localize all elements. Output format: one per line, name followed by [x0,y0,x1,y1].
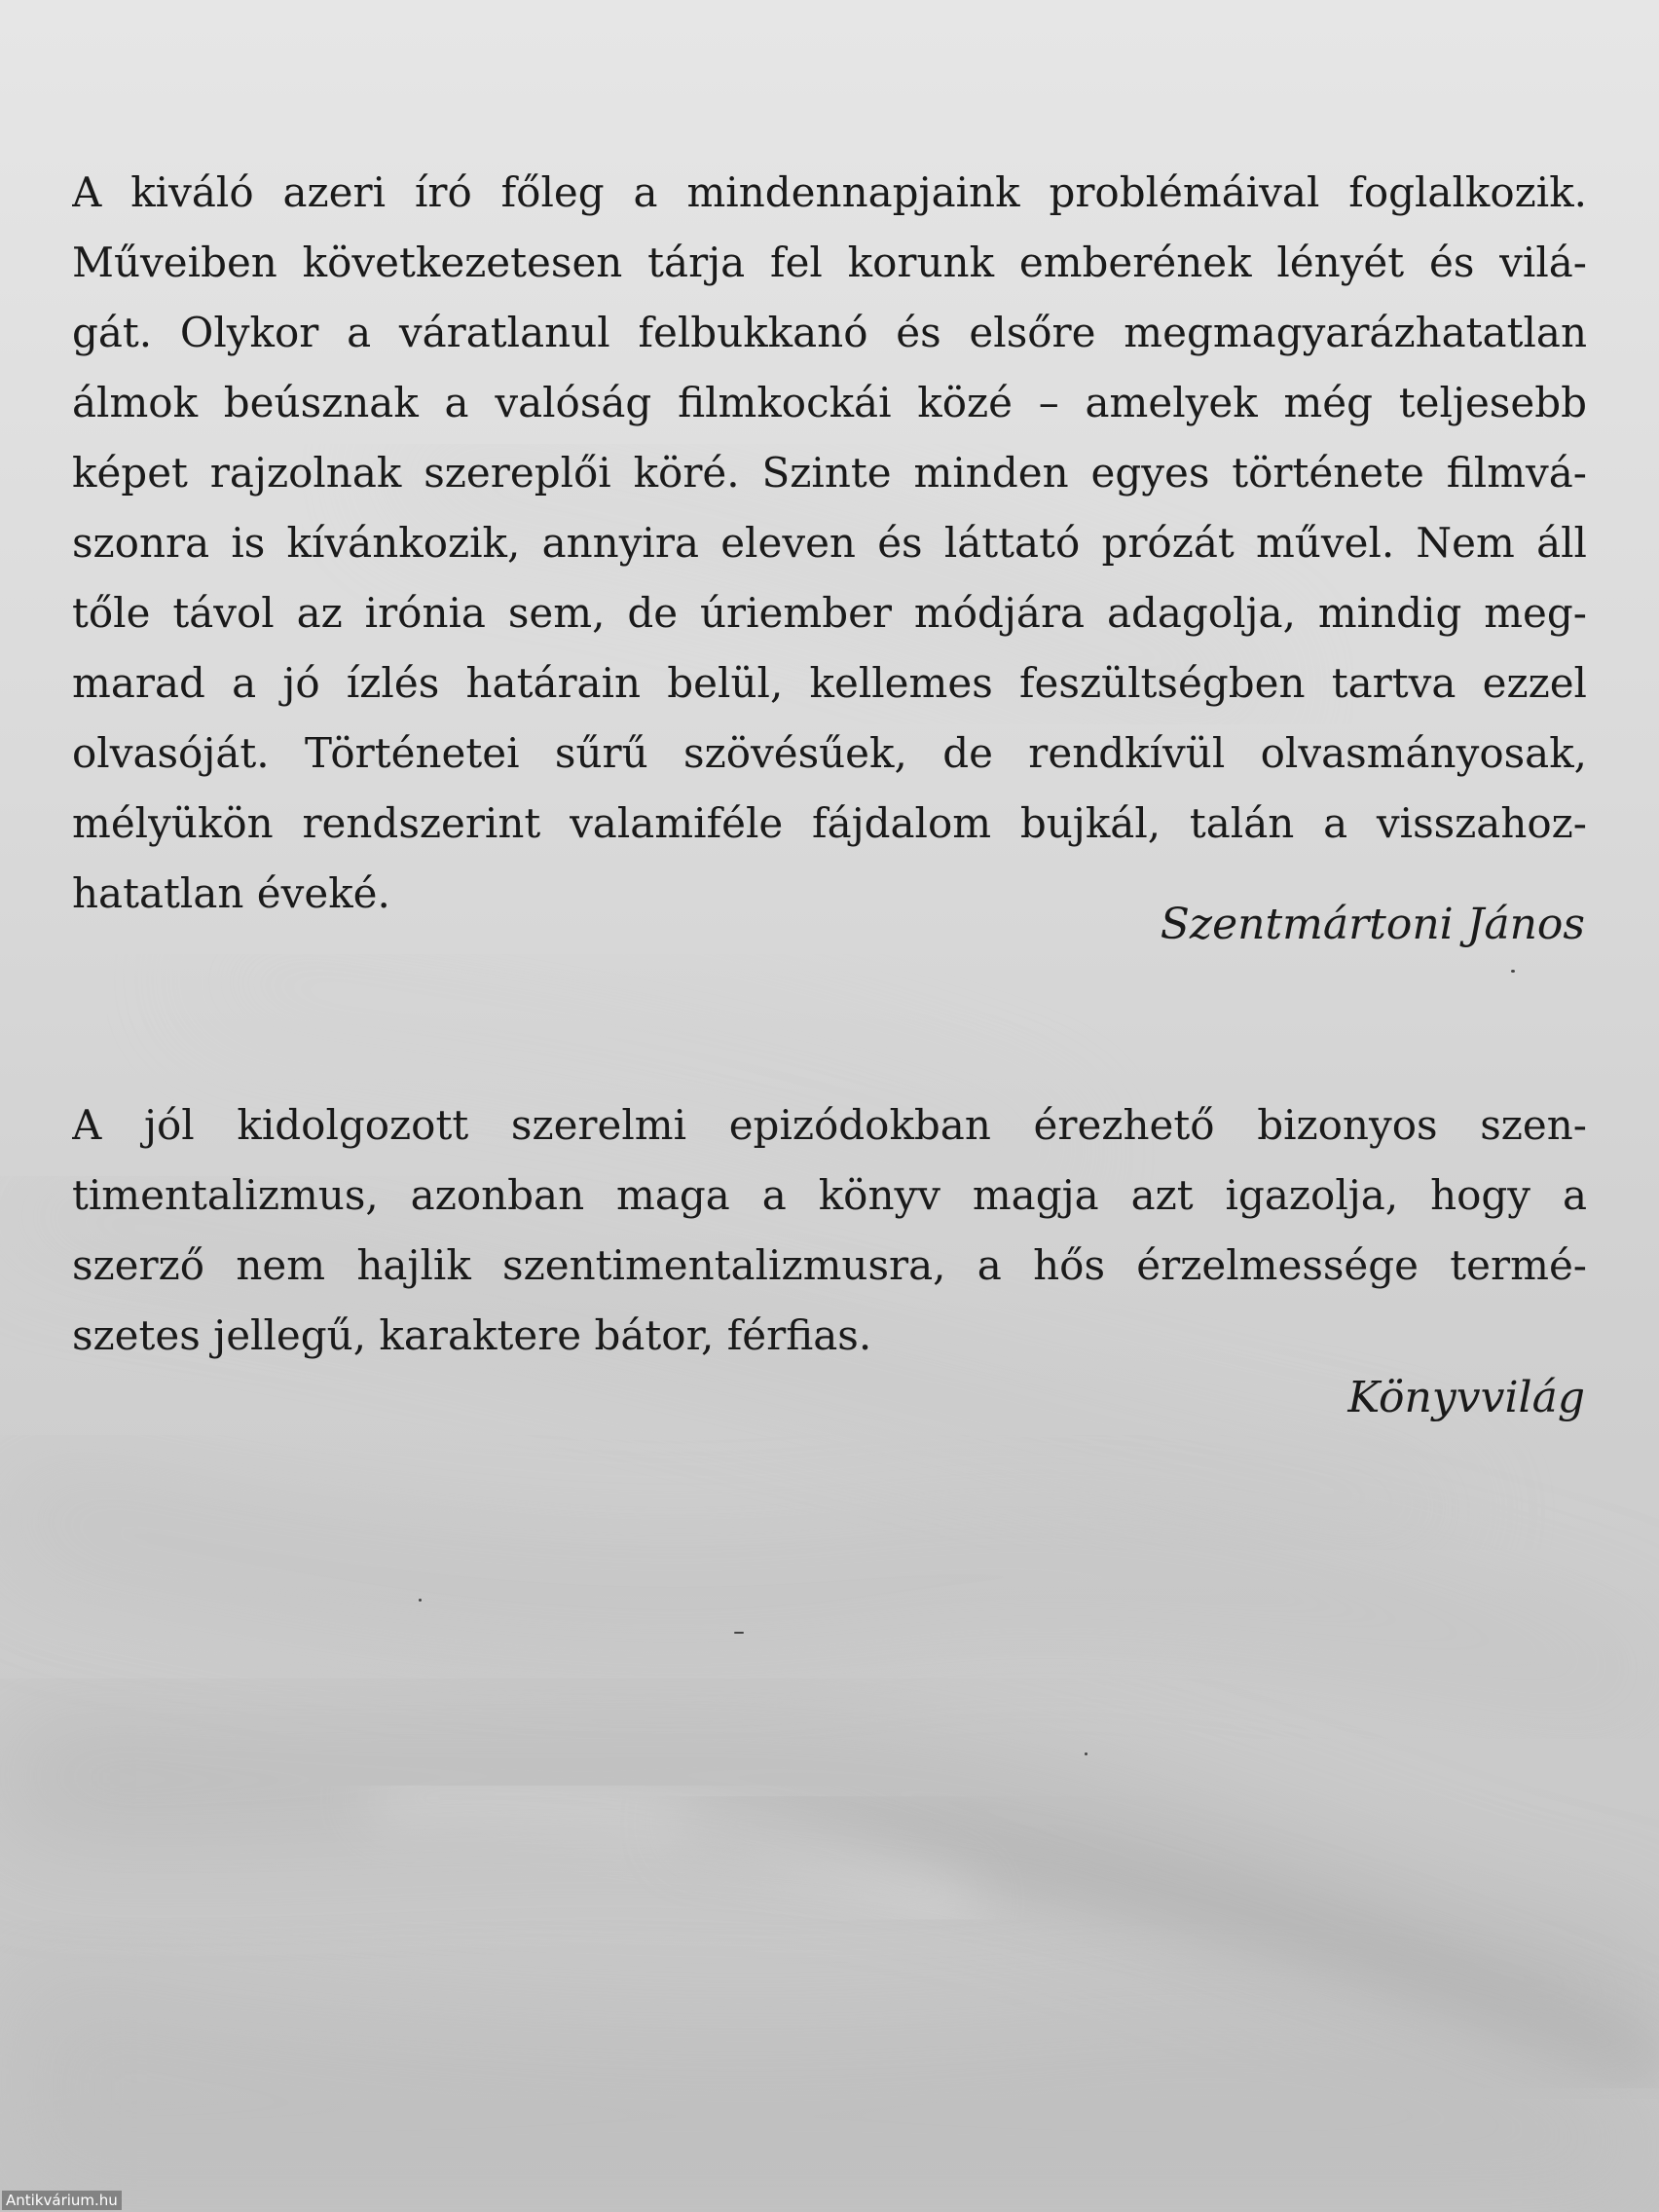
dust-speck [734,1632,744,1634]
review-1-line-9: olvasóját. Történetei sűrű szövésűek, de rendkívül olvasmányosak, [72,729,1587,777]
review-1-line-7: tőle távol az irónia sem, de úriember módjára adagolja, mindig meg- [72,589,1587,637]
review-1-line-3: gát. Olykor a váratlanul felbukkanó és elsőre megmagyarázhatatlan [72,309,1587,356]
review-2-line-3: szerző nem hajlik szentimentalizmusra, a hős érzelmessége termé- [72,1241,1587,1289]
dust-speck [1511,970,1515,973]
review-paragraph-1 [72,158,1587,929]
review-1-line-1: A kiváló azeri író főleg a mindennapjaink problémáival foglalkozik. [72,168,1587,216]
watermark-label: Antikvárium.hu [2,2191,122,2210]
review-2-line-2: timentalizmus, azonban maga a könyv magja azt igazolja, hogy a [72,1171,1587,1219]
review-1-line-6: szonra is kívánkozik, annyira eleven és láttató prózát művel. Nem áll [72,519,1587,567]
review-1-line-4: álmok beúsznak a valóság filmkockái közé – amelyek még teljesebb [72,379,1587,426]
review-1-attribution: Szentmártoni János [1160,900,1585,949]
dust-speck [419,1599,422,1602]
review-1-line-5: képet rajzolnak szereplői köré. Szinte minden egyes története filmvá- [72,449,1587,497]
review-1-line-11: hatatlan éveké. [72,869,390,917]
review-1-line-8: marad a jó ízlés határain belül, kellemes feszültségben tartva ezzel [72,659,1587,707]
dust-speck [1085,1752,1088,1755]
review-2-line-4: szetes jellegű, karaktere bátor, férfias. [72,1311,872,1359]
review-1-line-10: mélyükön rendszerint valamiféle fájdalom bujkál, talán a visszahoz- [72,799,1587,847]
review-2-line-1: A jól kidolgozott szerelmi epizódokban érezhető bizonyos szen- [72,1101,1587,1149]
review-1-line-2: Műveiben következetesen tárja fel korunk emberének lényét és vilá- [72,239,1587,286]
review-2-attribution: Könyvvilág [1347,1373,1585,1422]
review-paragraph-2 [72,1090,1587,1371]
